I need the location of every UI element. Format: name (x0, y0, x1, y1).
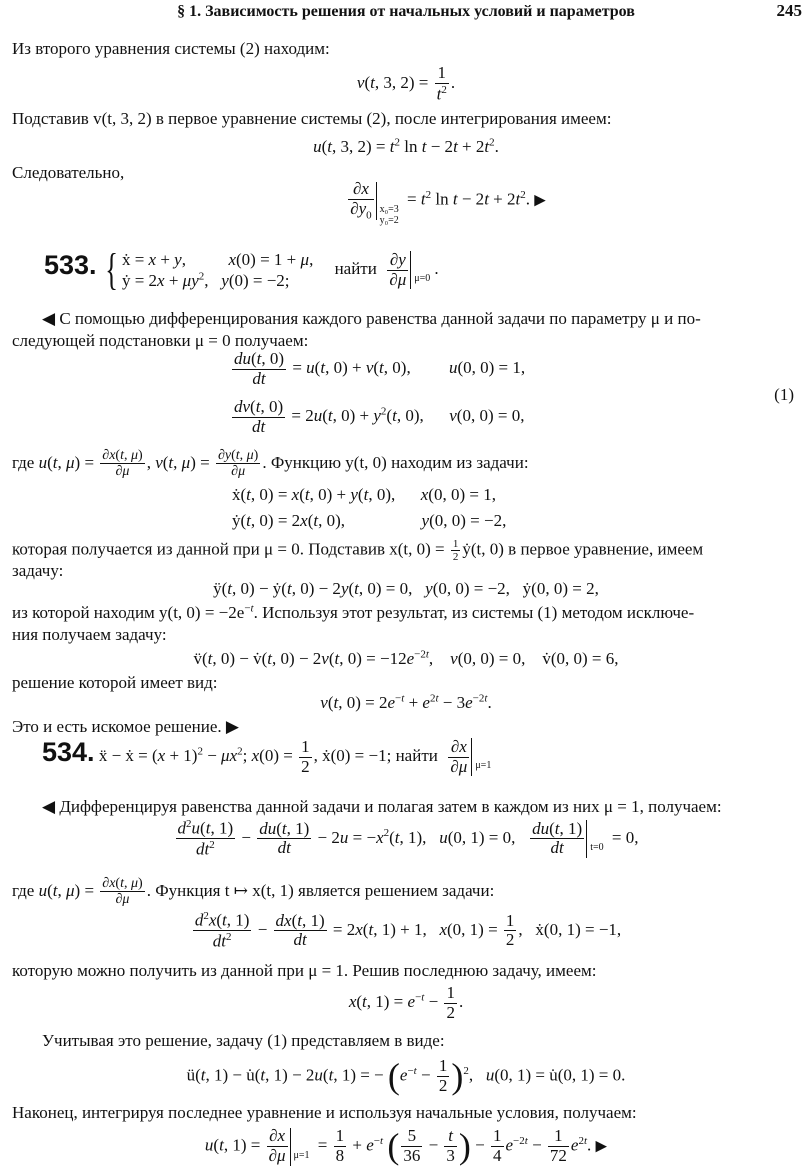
running-header (0, 2, 812, 24)
problem-534-statement: 534. ẍ − ẋ = $(x + 1)^2 - \mu x^2$; x(0) = $\frac{1}{2}$ , ẋ(0) = −1; найти $\frac{\partial x}{\partial\mu}$ μ=1 (42, 736, 492, 776)
equation-x-solution: x(t, $1) = e^{-t}$ − $\frac{1}{2}$ . (348, 983, 464, 1022)
text-line: Учитывая это решение, задачу (1) представляем в виде: (42, 1031, 445, 1050)
find-label: найти (334, 258, 377, 278)
equation-y-second-order: ÿ(t, 0) − ẏ(t, 0) − 2y(t, 0) = 0, y(0, 0) = −2, ẏ(0, 0) = 2, (213, 579, 599, 598)
text-line: Подставив v(t, 3, 2) в первое уравнение системы (2), после интегрирования имеем: (12, 109, 612, 128)
definition-line-u-v: где u(t, μ) = $\frac{\partial x(t, \mu)}{\partial\mu}$ , v(t, μ) = $\frac{\partial y(t, \mu)}{\partial\mu}$ . Функцию y(t, 0) находим из задачи: (12, 448, 529, 480)
text-line: решение которой имеет вид: (12, 673, 218, 692)
text-line: Это и есть искомое решение. ▶ (12, 717, 239, 736)
equation-v-solution: v(t, $0) = 2e^{-t} + e^{2t} - 3e^{-2t}$. (320, 692, 492, 712)
text-line: которую можно получить из данной при μ = 1. Решив последнюю задачу, имеем: (12, 961, 597, 980)
text-line: Следовательно, (12, 163, 125, 182)
definition-line-u: где u(t, μ) = $\frac{\partial x(t, \mu)}{\partial\mu}$ . Функция t ↦ x(t, 1) является решением задачи: (12, 876, 495, 908)
text-line: задачу: (12, 561, 64, 580)
problem-533-statement: 533. { ẋ = x + y, x(0) = 1 + μ, ẏ = $2x + \mu y^2$, y(0) = −2; найти $\frac{\partial y}{\partial\mu}$ μ=0. (44, 245, 439, 294)
equation-ydot-t0: ẏ(t, 0) = 2x(t, 0), y(0, 0) = −2, (232, 511, 507, 530)
equation-dv: $\frac{dv(t, 0)}{dt}$ = 2u(t, $0) + y^2(t$, 0), v(0, 0) = 0, (234, 397, 525, 436)
equation-v-t32: v(t, 3, 2) = $\frac{1}{t^2}$ . (356, 63, 456, 104)
text-line: следующей подстановки μ = 0 получаем: (12, 331, 309, 350)
text-line: ◀ Дифференцируя равенства данной задачи и полагая затем в каждом из них μ = 1, получаем: (42, 797, 722, 816)
equation-u-t32: u(t, 3, $2) = t^2$ $\ln t - 2t + 2t^2$. (313, 136, 499, 156)
equation-final-answer: u(t, 1) = $\frac{\partial x}{\partial\mu}$ μ=1 = $\frac{1}{8}$ + $e^{-t}$ ( $\frac{5}{36}$ − $\frac{t}{3}$ ) − $\frac{1}{4}$ $e^{-2t}$ − $\frac{1}{72}$ $e^{2t}$. ▶ (204, 1126, 608, 1166)
equation-number: (1) (774, 385, 794, 404)
text-line: которая получается из данной при μ = 0. Подставив x(t, 0) = $\frac{1}{2}$ ẏ(t, 0) в первое уравнение, имеем (12, 538, 704, 564)
equation-v-second-order: v̈(t, 0) − v̇(t, 0) − 2v(t, $0) = -12e^{-2t}$, v(0, 0) = 0, v̇(0, 0) = 6, (193, 648, 619, 668)
text-line: из которой находим y(t, $0) = -2e^{-t}$. Используя этот результат, из системы (1) методом исключе- (12, 602, 695, 622)
section-title: § 1. Зависимость решения от начальных условий и параметров (177, 3, 635, 20)
equation-du: $\frac{du(t, 0)}{dt}$ = u(t, 0) + v(t, 0), u(0, 0) = 1, (234, 349, 526, 388)
problem-number: 533. (44, 249, 97, 280)
equation-xdot-t0: ẋ(t, 0) = x(t, 0) + y(t, 0), x(0, 0) = 1, (232, 485, 496, 504)
equation-dx-dy0: $\frac{\partial x}{\partial y_0}$ x₀=3 $y_0=2 = t^2$ $\ln t - 2t + 2t^2$. ▶ (350, 179, 546, 226)
problem-number: 534. (42, 737, 95, 767)
text-line: ния получаем задачу: (12, 625, 167, 644)
text-line: ◀ С помощью дифференцирования каждого равенства данной задачи по параметру μ и по- (42, 309, 701, 328)
equation-u-second-order: $\frac{d^2u(t, 1)}{dt^2}$ − $\frac{du(t, 1)}{dt}$ − $2u = -x^2(t$, 1), u(0, 1) = 0, $\frac{du(t, 1)}{dt}$ t=0 = 0, (177, 818, 639, 859)
equation-x-second-order: $\frac{d^2x(t, 1)}{dt^2}$ − $\frac{dx(t, 1)}{dt}$ = 2x(t, 1) + 1, x(0, 1) = $\frac{1}{2}$ , ẋ(0, 1) = −1, (194, 910, 622, 951)
page-number: 245 (776, 1, 802, 20)
equation-u-reduced: ü(t, 1) − u̇(t, 1) − 2u(t, 1) = − ($e^{-t}$ − $\frac{1}{2}$ )$^2$, u(0, 1) = u̇(0, 1) = 0. (186, 1056, 626, 1096)
text-line: Наконец, интегрируя последнее уравнение и используя начальные условия, получаем: (12, 1103, 637, 1122)
text-line: Из второго уравнения системы (2) находим: (12, 39, 330, 58)
find-label: найти (395, 746, 438, 765)
